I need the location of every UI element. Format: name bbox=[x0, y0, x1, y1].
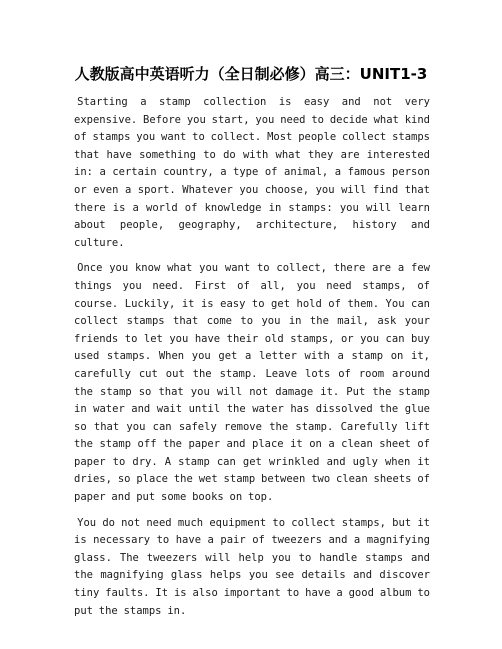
paragraph-getting-stamps: Once you know what you want to collect, there are a few things you need. First of all, you need stamps, of course. Luckily, it is easy to get hold of them. You can collect stamps that come to you in the mail, ask your friends to let you have their old stamps, or you can buy used stamps. When you get a letter with a stamp on it, carefully cut out the stamp. Leave lots of room around the stamp so that you will not damage it. Put the stamp in water and wait until the water has dissolved the glue so that you can safely remove the stamp. Carefully lift the stamp off the paper and place it on a clean sheet of paper to dry. A stamp can get wrinkled and ugly when it dries, so place the wet stamp between two clean sheets of paper and put some books on top. bbox=[74, 262, 430, 504]
paragraph-stamp-collection-intro: Starting a stamp collection is easy and not very expensive. Before you start, you need to decide what kind of stamps you want to collect. Most people collect stamps that have something to do with what they are interested in: a certain country, a type of animal, a famous person or even a sport. Whatever you choose, you will find that there is a world of knowledge in stamps: you will learn about people, geography, architecture, history and culture. bbox=[74, 96, 430, 249]
document-title: 人教版高中英语听力（全日制必修）高三：UNIT1-3 bbox=[74, 65, 428, 83]
paragraph-equipment: You do not need much equipment to collect stamps, but it is necessary to have a pair of tweezers and a magnifying glass. The tweezers will help you to handle stamps and the magnifying glass helps you see details and discover tiny faults. It is also important to have a good album to put the stamps in. bbox=[74, 516, 430, 617]
document-body bbox=[74, 94, 430, 628]
